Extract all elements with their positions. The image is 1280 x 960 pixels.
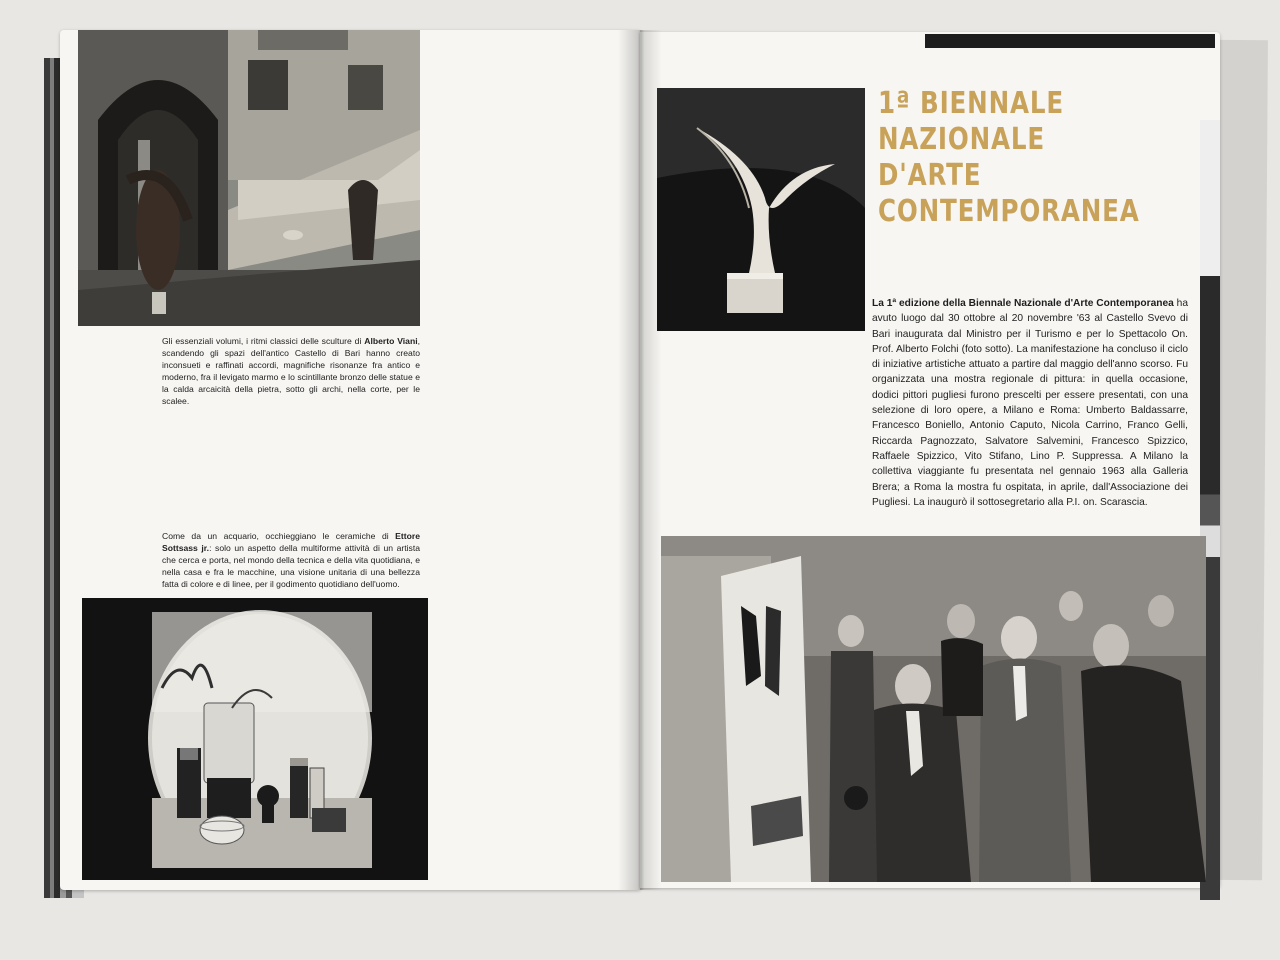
artist-name-viani: Alberto Viani [364,336,418,346]
castle-courtyard-photo [78,30,420,326]
inauguration-photo [661,536,1206,882]
artist-name-sottsass: Ettore Sottsass jr. [162,531,420,553]
sculpture-caption: Gli essenziali volumi, i ritmi classici delle sculture di Alberto Viani, scandendo gli spazi dell'antico Castello di Bari hanno creato inconsueti e raffinati accordi, magnifiche risonanze fra antico e moderno, fra il levigato marmo e lo scintillante bronzo delle statue e la calda arcaicità della pietra, sotto gli archi, nella corte, per le scalee. [162,336,420,406]
book-gutter [618,30,662,890]
white-sculpture-photo [657,88,865,331]
article-title: 1ª BIENNALE NAZIONALE D'ARTE CONTEMPORANEA [878,86,1140,229]
ceramics-porthole-photo [82,598,428,880]
ceramics-caption: Come da un acquario, occhieggiano le ceramiche di Ettore Sottsass jr.: solo un aspetto della multiforme attività di un artista che cerca e porta, nel mondo della tecnica e della vita quotidiana, e nella casa e fra le macchine, una visione unitaria di una bellezza fatta di colore e di linee, per il godimento quotidiano dell'uomo. [162,531,420,589]
top-edge-strip [925,34,1215,48]
article-lead: La 1ª edizione della Biennale Nazionale d'Arte Contemporanea [872,298,1174,309]
article-body: La 1ª edizione della Biennale Nazionale d'Arte Contemporanea ha avuto luogo dal 30 ottobre al 20 novembre '63 al Castello Svevo di Bari inaugurata dal Ministro per il Turismo e per lo Spettacolo On. Prof. Alberto Folchi (foto sotto). La manifestazione ha concluso il ciclo di iniziative artistiche attuato a partire dal maggio dell'anno scorso. Fu organizzata una mostra regionale di pittura: in quella occasione, dodici pittori pugliesi furono prescelti per essere presentati, con una selezione di loro opere, a Milano e Roma: Umberto Baldassarre, Francesco Boniello, Antonio Caputo, Nicola Carrino, Franco Gelli, Riccarda Pagnozzato, Salvatore Salvemini, Francesco Spizzico, Raffaele Spizzico, Vito Stifano, Lino P. Suppressa. A Milano la collettiva viaggiante fu presentata nel gennaio 1963 alla Galleria Brera; a Roma la mostra fu ospitata, in aprile, dall'Associazione dei Pugliesi. La inaugurò il sottosegretario alla P.I. on. Scarascia. [872,298,1188,508]
